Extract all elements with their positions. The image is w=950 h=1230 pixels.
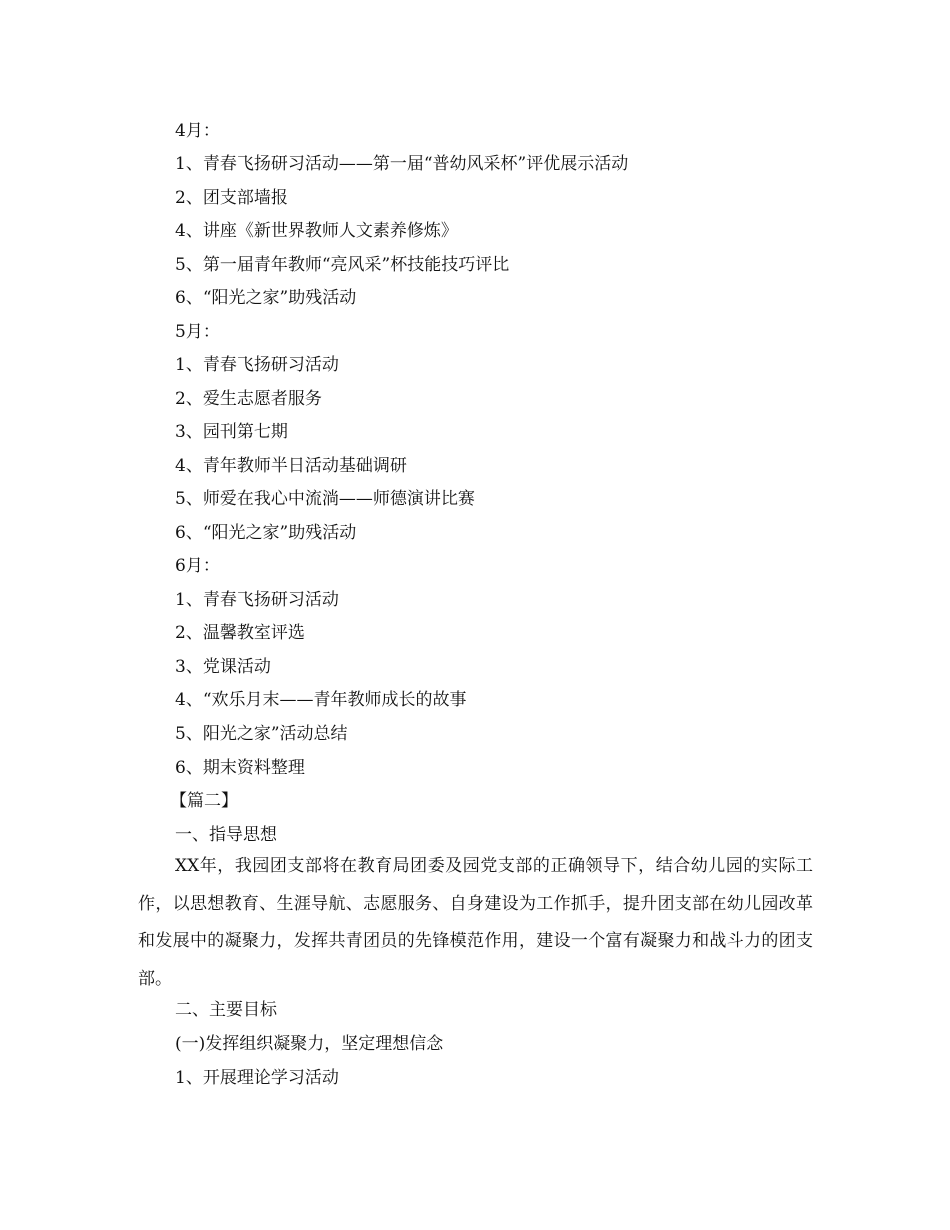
april-item-5: 6、“阳光之家”助残活动 (175, 288, 357, 308)
june-heading: 6月： (175, 556, 220, 576)
april-item-1: 1、青春飞扬研习活动——第一届“普幼风采杯”评优展示活动 (175, 154, 629, 174)
june-item-3: 3、党课活动 (175, 657, 271, 677)
april-item-3: 4、讲座《新世界教师人文素养修炼》 (175, 221, 458, 241)
april-item-2: 2、团支部墙报 (175, 188, 288, 208)
may-item-5: 5、师爱在我心中流淌——师德演讲比赛 (175, 489, 475, 509)
may-item-1: 1、青春飞扬研习活动 (175, 355, 339, 375)
may-item-3: 3、园刊第七期 (175, 422, 288, 442)
subsection-1-title: (一)发挥组织凝聚力，坚定理想信念 (175, 1034, 444, 1054)
may-heading: 5月： (175, 322, 220, 342)
section-guiding-ideology-title: 一、指导思想 (175, 825, 277, 845)
subsection-1-item-1: 1、开展理论学习活动 (175, 1068, 339, 1088)
part-two-marker: 【篇二】 (170, 791, 238, 811)
june-item-1: 1、青春飞扬研习活动 (175, 590, 339, 610)
april-item-4: 5、第一届青年教师“亮风采”杯技能技巧评比 (175, 255, 510, 275)
june-item-6: 6、期末资料整理 (175, 758, 305, 778)
june-item-4: 4、“欢乐月末——青年教师成长的故事 (175, 690, 467, 710)
section-main-goals-title: 二、主要目标 (175, 1000, 277, 1020)
may-item-4: 4、青年教师半日活动基础调研 (175, 456, 407, 476)
june-item-5: 5、阳光之家”活动总结 (175, 724, 348, 744)
april-heading: 4月： (175, 121, 220, 141)
may-item-2: 2、爱生志愿者服务 (175, 389, 322, 409)
may-item-6: 6、“阳光之家”助残活动 (175, 523, 357, 543)
guiding-ideology-paragraph: XX年，我园团支部将在教育局团委及园党支部的正确领导下，结合幼儿园的实际工作，以思想教育、生涯导航、志愿服务、自身建设为工作抓手，提升团支部在幼儿园改革和发展中的凝聚力，发挥共青团员的先锋模范作用，建设一个富有凝聚力和战斗力的团支部。 (138, 856, 813, 989)
june-item-2: 2、温馨教室评选 (175, 623, 305, 643)
